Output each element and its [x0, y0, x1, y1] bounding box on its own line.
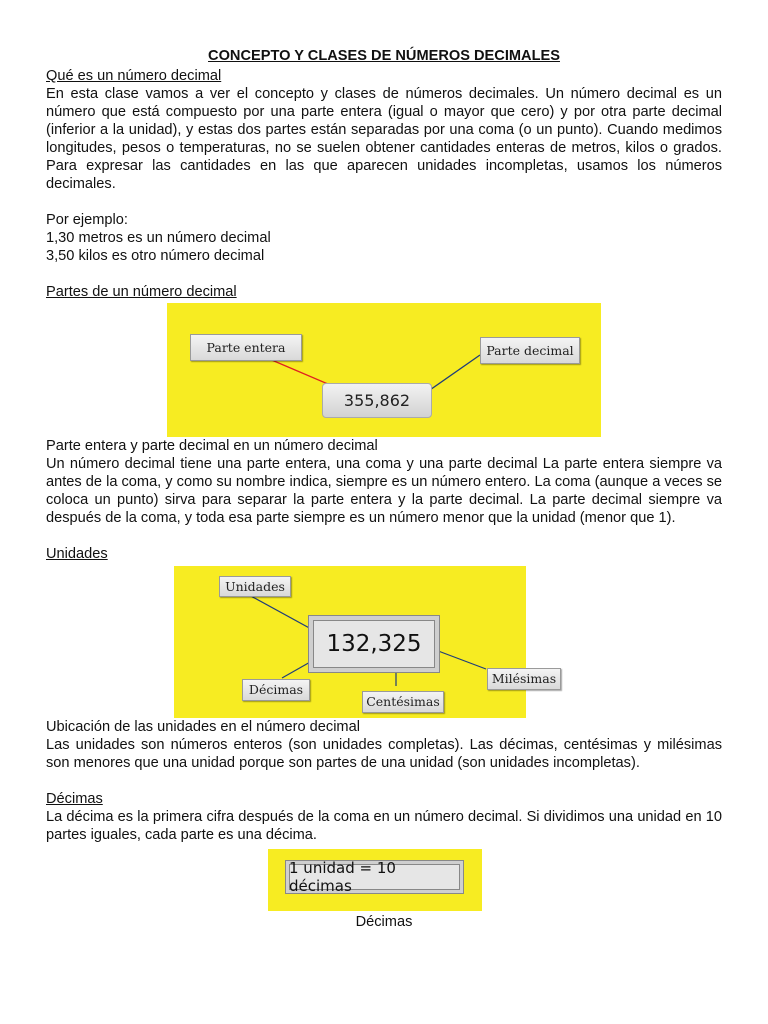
- equation-box: 1 unidad = 10 décimas: [286, 861, 463, 893]
- integer-part: 355,: [343, 390, 380, 410]
- label-parte-entera: Parte entera: [190, 334, 302, 361]
- parts-paragraph: Un número decimal tiene una parte entera, una coma y una parte decimal La parte entera siempre va antes de la coma, y como su nombre indica, siempre es un número entero. La coma (aunque a veces se coloca un punto) sirva para separar la parte entera y la parte decimal. La parte decimal siempre va después de la coma, y toda esa parte siempre es un número menor que la unidad (menor que 1).: [46, 456, 722, 526]
- caption-units: Ubicación de las unidades en el número decimal: [46, 719, 360, 735]
- figure-units-diagram: [174, 566, 557, 718]
- caption-tenths: Décimas: [355, 914, 413, 930]
- label-decimas: Décimas: [242, 679, 310, 701]
- figure-parts-diagram: [167, 303, 601, 437]
- example-intro: Por ejemplo:: [46, 212, 128, 228]
- example-line-1: 1,30 metros es un número decimal: [46, 230, 271, 246]
- tenths-paragraph: La décima es la primera cifra después de la coma en un número decimal. Si dividimos una unidad en 10 partes iguales, cada parte es una décima.: [46, 809, 722, 843]
- figure-tenths: [268, 849, 482, 911]
- caption-parts: Parte entera y parte decimal en un número decimal: [46, 438, 378, 454]
- document-title: CONCEPTO Y CLASES DE NÚMEROS DECIMALES: [208, 48, 560, 64]
- decimal-part: 862: [379, 390, 411, 410]
- label-unidades: Unidades: [219, 576, 291, 597]
- heading-unidades: Unidades: [46, 546, 108, 562]
- heading-que-es: Qué es un número decimal: [46, 68, 222, 84]
- heading-decimas: Décimas: [46, 791, 103, 807]
- label-milesimas: Milésimas: [487, 668, 561, 690]
- document-page: [46, 47, 722, 931]
- number-scroll: [322, 383, 432, 418]
- units-paragraph: Las unidades son números enteros (son unidades completas). Las décimas, centésimas y milésimas son menores que una unidad porque son partes de una unidad (son unidades incompletas).: [46, 737, 722, 771]
- label-parte-decimal: Parte decimal: [480, 337, 580, 364]
- heading-partes: Partes de un número decimal: [46, 284, 237, 300]
- example-line-2: 3,50 kilos es otro número decimal: [46, 248, 265, 264]
- number-132-325: 132,325: [309, 616, 439, 672]
- intro-paragraph: En esta clase vamos a ver el concepto y clases de números decimales. Un número decimal es un número que está compuesto por una parte entera (igual o mayor que cero) y por otra parte decimal (inferior a la unidad), y estas dos partes están separadas por una coma (o un punto). Cuando medimos longitudes, pesos o temperaturas, no se suelen obtener cantidades enteras de metros, kilos o grados. Para expresar las cantidades en las que aparecen unidades incompletas, usamos los números decimales.: [46, 86, 722, 192]
- label-centesimas: Centésimas: [362, 691, 444, 713]
